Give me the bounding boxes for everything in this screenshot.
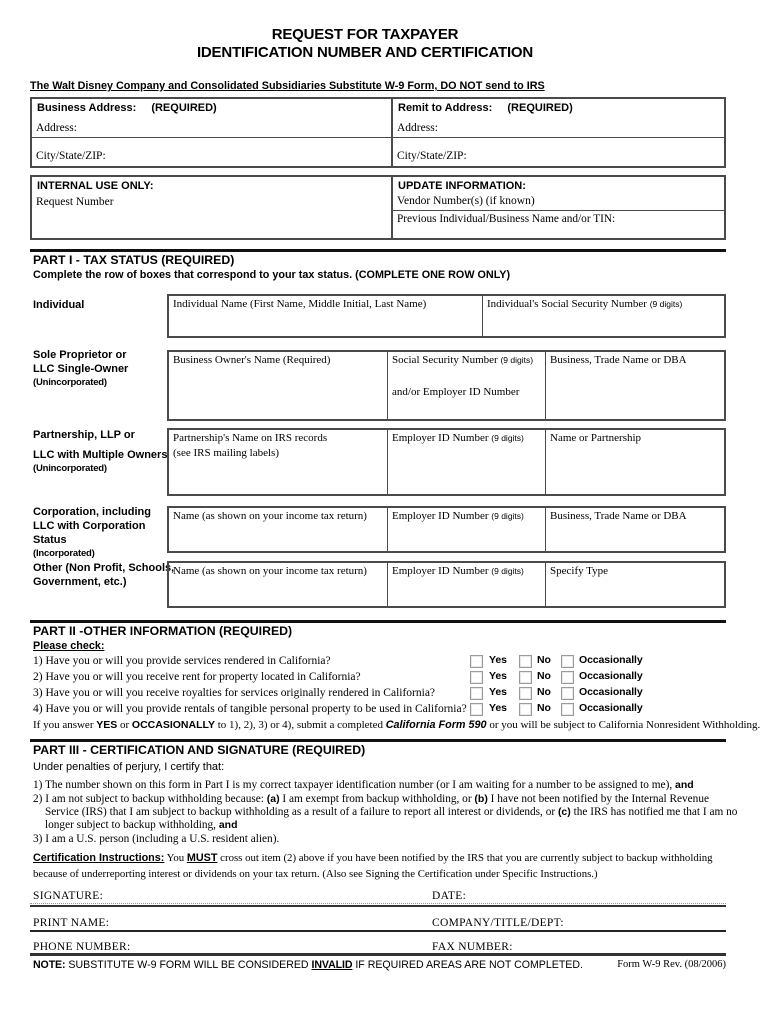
yes-label: Yes [489, 670, 507, 682]
question-2-text: 2) Have you or will you receive rent for property located in California? [33, 671, 361, 683]
form-subtitle: The Walt Disney Company and Consolidated Subsidiaries Substitute W-9 Form, DO NOT send to IRS [30, 80, 545, 92]
question-4-text: 4) Have you or will you provide rentals of tangible personal property to be used in California? [33, 703, 467, 715]
checkbox-yes-q1[interactable] [470, 655, 483, 668]
ssn-ein-cell[interactable]: Social Security Number (9 digits) and/or Employer ID Number [387, 352, 545, 419]
owner-name-cell[interactable]: Business Owner's Name (Required) [173, 354, 331, 366]
specify-type-cell[interactable]: Specify Type [545, 563, 724, 606]
question-row-2 [0, 671, 770, 686]
row-label-individual: Individual [33, 299, 85, 311]
remit-address-field[interactable]: Address: [397, 122, 438, 134]
checkbox-occasionally-q2[interactable] [561, 671, 574, 684]
row-label-other: Other (Non Profit, Schools, Government, etc.) [33, 562, 175, 588]
divider [393, 137, 724, 138]
business-address-header-label: Business Address: [37, 102, 137, 114]
digits-note: (9 digits) [491, 433, 524, 443]
divider [32, 137, 391, 138]
checkbox-no-q4[interactable] [519, 703, 532, 716]
no-label: No [537, 702, 551, 714]
certify-item-1: 1) The number shown on this form in Part I is my correct taxpayer identification number (or I am waiting for a number to be assigned to me), and [33, 779, 694, 791]
occasionally-label: Occasionally [579, 670, 643, 682]
row-sole-proprietor [167, 350, 726, 421]
row-label-corporation: Corporation, including LLC with Corporation Status (Incorporated) [33, 506, 151, 559]
occasionally-label: Occasionally [579, 654, 643, 666]
partnership-name-cell[interactable]: Partnership's Name on IRS records (see IRS mailing labels) [173, 432, 328, 459]
row-other [167, 561, 726, 608]
digits-note: (9 digits) [491, 566, 524, 576]
section-rule-part2 [30, 620, 726, 623]
form-title-line1: REQUEST FOR TAXPAYER [271, 26, 459, 43]
business-address-field[interactable]: Address: [36, 122, 77, 134]
checkbox-yes-q2[interactable] [470, 671, 483, 684]
section-rule-part3 [30, 739, 726, 742]
certify-item-3: 3) I am a U.S. person (including a U.S. resident alien). [33, 833, 280, 845]
signature-line[interactable] [30, 905, 726, 907]
remit-address-required-label: (REQUIRED) [507, 102, 573, 114]
checkbox-yes-q3[interactable] [470, 687, 483, 700]
print-name-label: PRINT NAME: [33, 917, 110, 929]
part3-header: PART III - CERTIFICATION AND SIGNATURE (REQUIRED) [33, 743, 366, 757]
date-label: DATE: [432, 890, 467, 902]
checkbox-occasionally-q3[interactable] [561, 687, 574, 700]
partnership-dba-cell[interactable]: Name or Partnership [545, 430, 724, 494]
fax-number-label: FAX NUMBER: [432, 941, 513, 953]
checkbox-yes-q4[interactable] [470, 703, 483, 716]
update-information-box [391, 175, 726, 240]
other-name-cell[interactable]: Name (as shown on your income tax return) [173, 565, 367, 577]
phone-fax-line[interactable] [30, 953, 726, 956]
request-number-field[interactable]: Request Number [36, 196, 114, 208]
remit-address-header [398, 102, 573, 114]
form-title [0, 26, 730, 62]
checkbox-no-q3[interactable] [519, 687, 532, 700]
vendor-number-field[interactable]: Vendor Number(s) (if known) [397, 195, 535, 207]
checkbox-occasionally-q4[interactable] [561, 703, 574, 716]
part1-header: PART I - TAX STATUS (REQUIRED) [33, 253, 235, 267]
certify-item-2: 2) I am not subject to backup withholding because: (a) I am exempt from backup withholding, or (b) I have not been notified by the Internal Revenue Service (IRS) that I am subject to backup withholding as a result of a failure to report all interest or dividends, or (c) the IRS has notified me that I am no longer subject to backup withholding, and [33, 793, 738, 831]
question-3-text: 3) Have you or will you receive royalties for services originally rendered in California? [33, 687, 436, 699]
digits-note: (9 digits) [500, 355, 534, 365]
corporation-name-cell[interactable]: Name (as shown on your income tax return) [173, 510, 367, 522]
question-row-3 [0, 687, 770, 702]
individual-name-cell[interactable]: Individual Name (First Name, Middle Initial, Last Name) [173, 298, 427, 310]
row-partnership [167, 428, 726, 496]
row-corporation [167, 506, 726, 553]
individual-ssn-cell[interactable]: Individual's Social Security Number (9 digits) [482, 296, 724, 336]
yes-label: Yes [489, 686, 507, 698]
row-individual [167, 294, 726, 338]
company-title-dept-label: COMPANY/TITLE/DEPT: [432, 917, 564, 929]
remit-citystatezip-field[interactable]: City/State/ZIP: [397, 150, 467, 162]
no-label: No [537, 686, 551, 698]
corporation-dba-cell[interactable]: Business, Trade Name or DBA [545, 508, 724, 551]
yes-label: Yes [489, 654, 507, 666]
certification-instructions-label: Certification Instructions: [33, 852, 165, 864]
print-name-line[interactable] [30, 930, 726, 932]
no-label: No [537, 654, 551, 666]
question-row-4 [0, 703, 770, 718]
previous-name-tin-field[interactable]: Previous Individual/Business Name and/or TIN: [397, 213, 616, 225]
internal-use-header: INTERNAL USE ONLY: [37, 180, 154, 192]
perjury-intro: Under penalties of perjury, I certify that: [33, 761, 225, 773]
signature-label: SIGNATURE: [33, 890, 104, 902]
bottom-note: NOTE: SUBSTITUTE W-9 FORM WILL BE CONSIDERED INVALID IF REQUIRED AREAS ARE NOT COMPLETED. [33, 959, 583, 971]
question-row-1 [0, 655, 770, 670]
row-label-partnership: Partnership, LLP or LLC with Multiple Owners (Unincorporated) [33, 429, 168, 474]
corporation-ein-cell[interactable]: Employer ID Number (9 digits) [387, 508, 545, 551]
signature-line-shadow [30, 903, 726, 904]
row-label-sole-proprietor: Sole Proprietor or LLC Single-Owner (Unincorporated) [33, 349, 129, 388]
form-revision-label: Form W-9 Rev. (08/2006) [617, 959, 726, 970]
digits-note: (9 digits) [491, 511, 524, 521]
dba-cell[interactable]: Business, Trade Name or DBA [545, 352, 724, 419]
no-label: No [537, 670, 551, 682]
form-title-line2: IDENTIFICATION NUMBER AND CERTIFICATION [196, 44, 534, 61]
remit-address-box [391, 97, 726, 168]
please-check-label: Please check: [33, 640, 105, 652]
phone-number-label: PHONE NUMBER: [33, 941, 131, 953]
other-ein-cell[interactable]: Employer ID Number (9 digits) [387, 563, 545, 606]
business-citystatezip-field[interactable]: City/State/ZIP: [36, 150, 106, 162]
california-form-590-ref: California Form 590 [385, 719, 487, 731]
internal-use-box [30, 175, 393, 240]
part2-header: PART II -OTHER INFORMATION (REQUIRED) [33, 624, 293, 638]
checkbox-no-q2[interactable] [519, 671, 532, 684]
part1-instruction: Complete the row of boxes that correspond to your tax status. (COMPLETE ONE ROW ONLY) [33, 269, 511, 281]
checkbox-occasionally-q1[interactable] [561, 655, 574, 668]
checkbox-no-q1[interactable] [519, 655, 532, 668]
occasionally-label: Occasionally [579, 686, 643, 698]
part2-footnote: If you answer YES or OCCASIONALLY to 1), 2), 3) or 4), submit a completed California Form 590 or you will be subject to California Nonresident Withholding. [33, 719, 761, 731]
section-rule-part1 [30, 249, 726, 252]
divider [393, 210, 724, 211]
business-address-header [37, 102, 217, 114]
occasionally-label: Occasionally [579, 702, 643, 714]
question-1-text: 1) Have you or will you provide services rendered in California? [33, 655, 331, 667]
yes-label: Yes [489, 702, 507, 714]
ein-cell[interactable]: Employer ID Number (9 digits) [387, 430, 545, 494]
certification-instructions: Certification Instructions: You MUST cross out item (2) above if you have been notified by the IRS that you are currently subject to backup withholding because of underreporting interest or dividends on your tax return. (Also see Signing the Certification under Specific Instructions.) [33, 852, 713, 880]
business-address-box [30, 97, 393, 168]
business-address-required-label: (REQUIRED) [151, 102, 217, 114]
update-information-header: UPDATE INFORMATION: [398, 180, 526, 192]
digits-note: (9 digits) [649, 299, 683, 309]
remit-address-header-label: Remit to Address: [398, 102, 493, 114]
